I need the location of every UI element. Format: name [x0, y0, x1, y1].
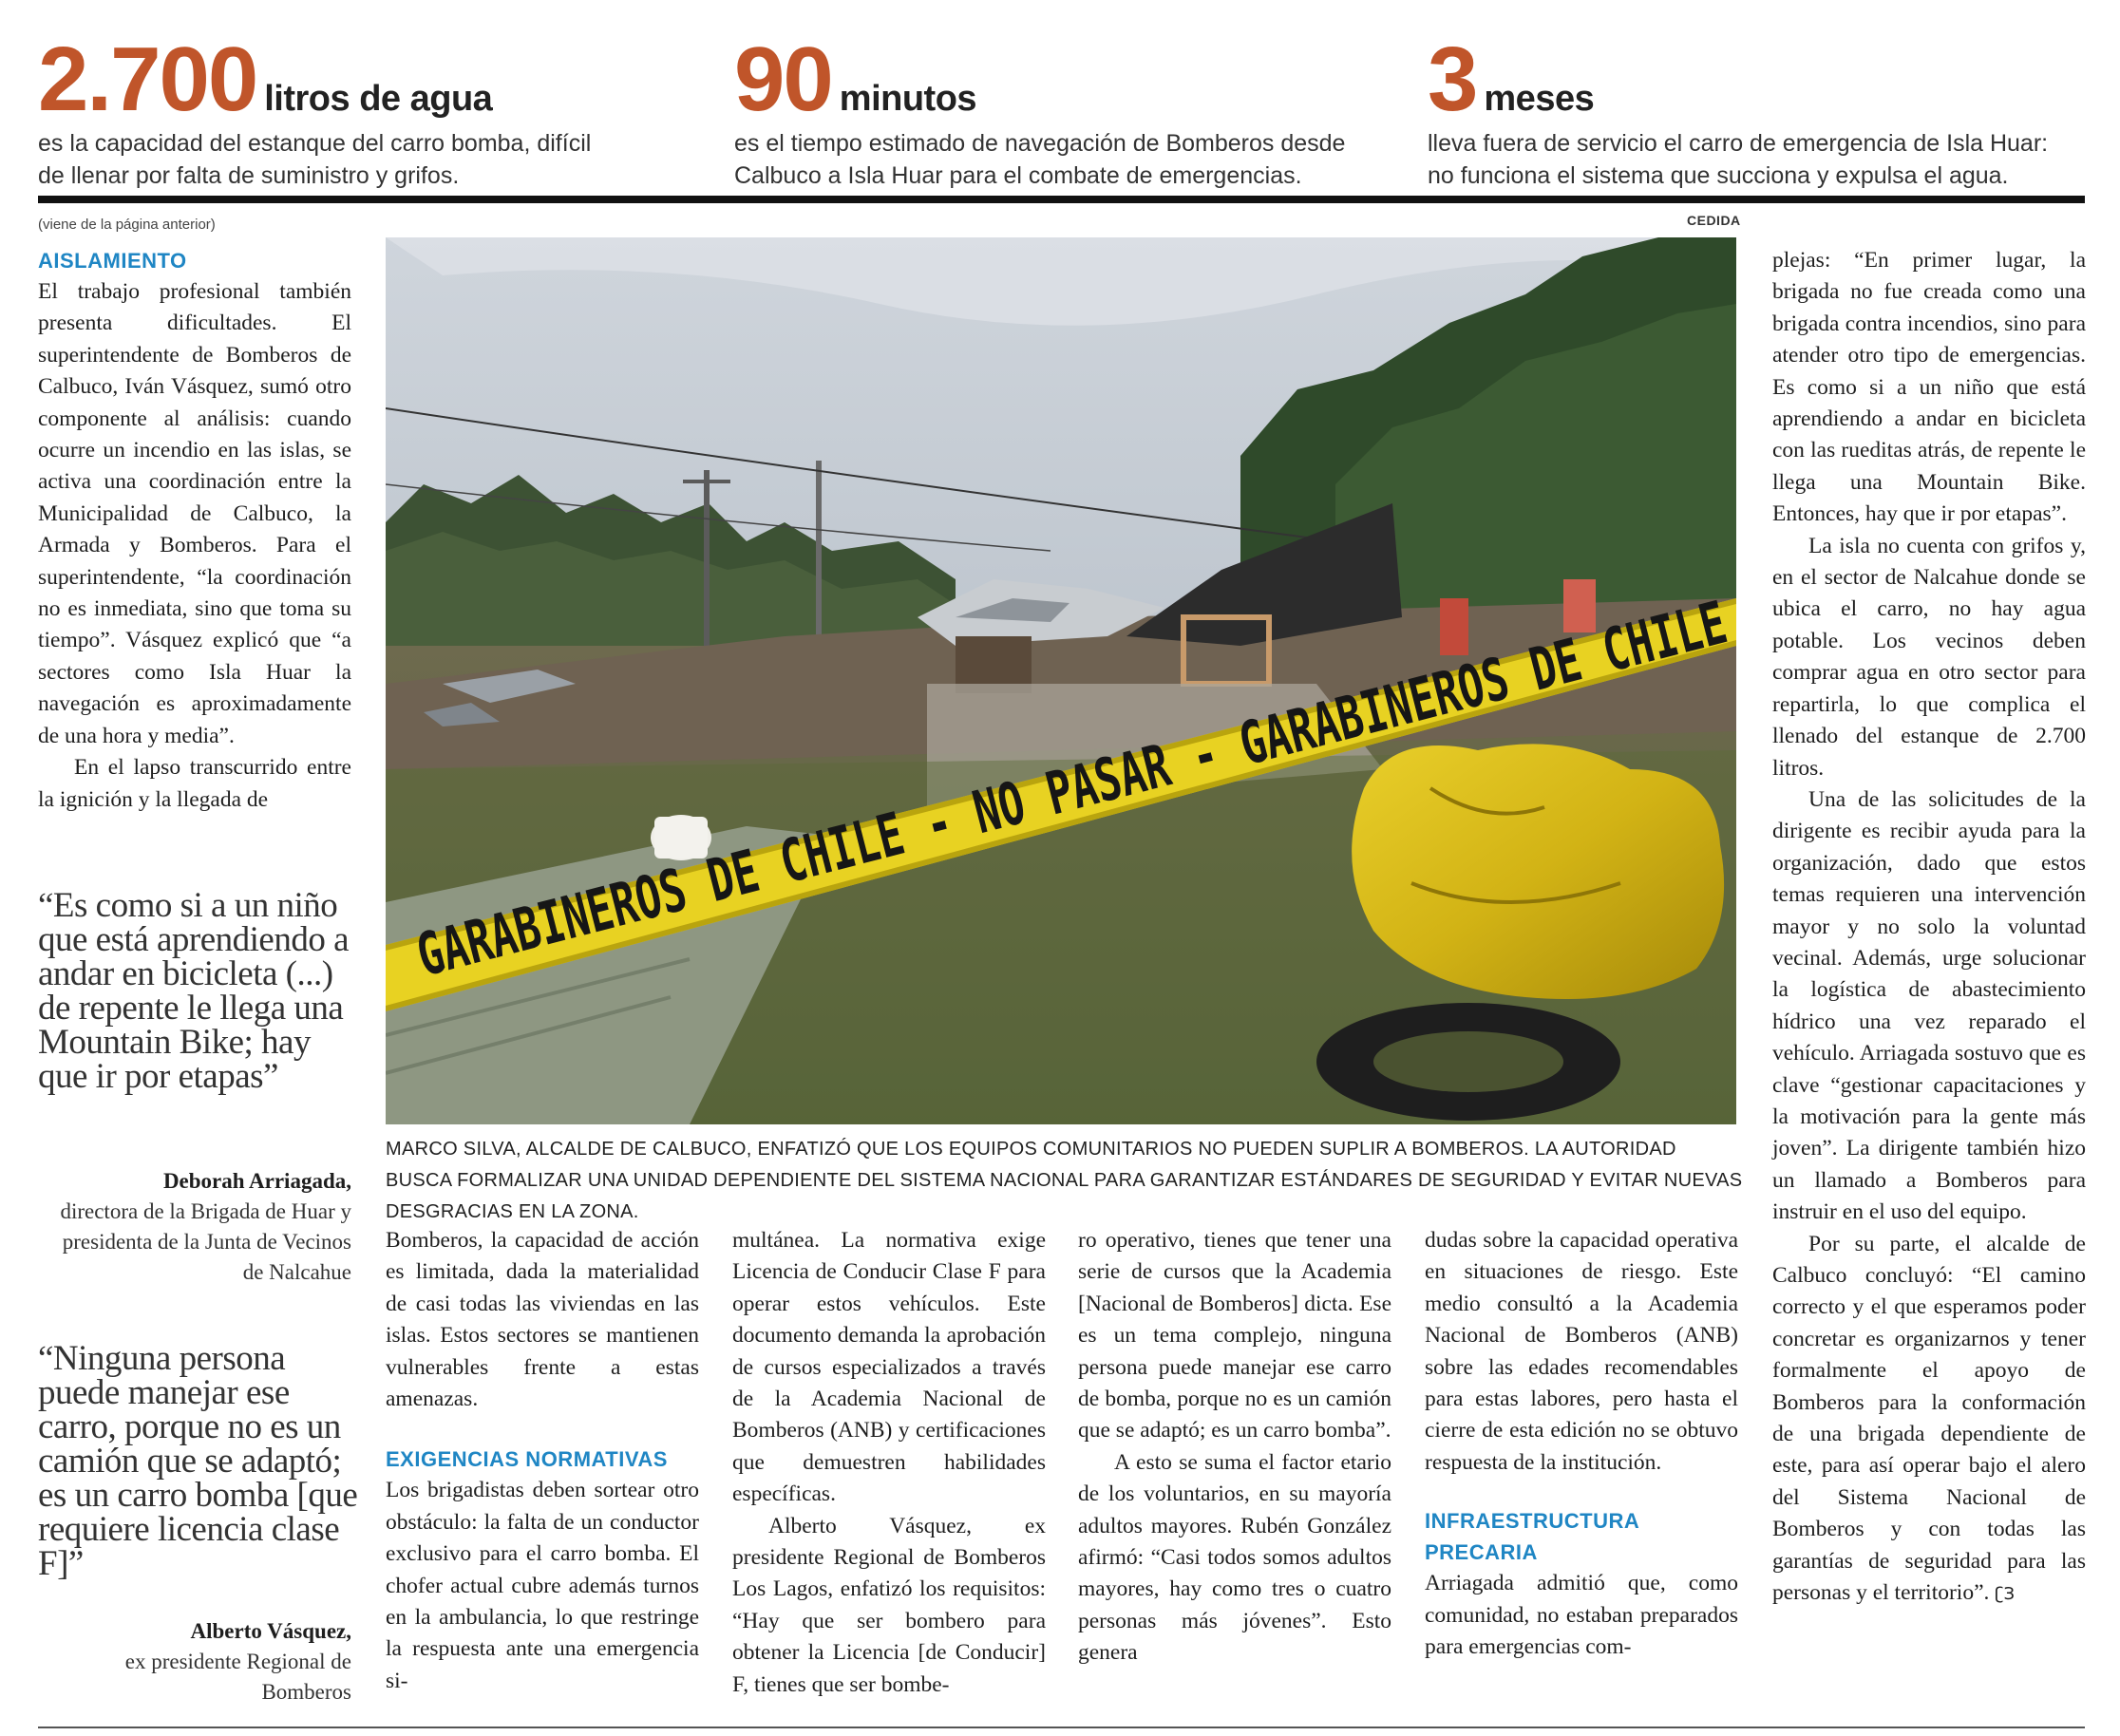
section-kicker-infraestructura — [1425, 1505, 1738, 1568]
stat-minutes-desc — [734, 127, 1380, 192]
stat-liters-desc-line1: es la capacidad del estanque del carro bomba, difícil — [38, 130, 592, 157]
stat-months-desc — [1428, 127, 2092, 192]
paragraph-text: Por su parte, el alcalde de Calbuco concluyó: “El camino correcto y el que esperamos poder concretar es organizarnos y tener formalmente el apoyo de Bomberos para la conformación de una brigada dependiente de este, para así operar bajo el alero del Sistema Nacional de Bomberos y con todas las garantías de seguridad para las personas y el territorio”. — [1772, 1231, 2086, 1606]
section-kicker-exigencias: EXIGENCIAS NORMATIVAS — [386, 1447, 668, 1472]
article-column-6 — [1772, 245, 2086, 1610]
paragraph: dudas sobre la capacidad operativa en situaciones de riesgo. Este medio consultó a la Academia Nacional de Bomberos (ANB) sobre las edades recomendables para estas labores, pero hasta el cierre de esta edición no se obtuvo respuesta de la institución. — [1425, 1228, 1738, 1475]
stat-months — [1428, 28, 2092, 192]
article-column-2 — [386, 1225, 699, 1697]
stat-liters-desc — [38, 127, 665, 192]
paragraph: En el lapso transcurrido entre la ignición y la llegada de — [38, 755, 351, 812]
photo-credit: CEDIDA — [1687, 213, 1741, 228]
paragraph: A esto se suma el factor etario de los voluntarios, en su mayoría adultos mayores. Rubén González afirmó: “Casi todos somos adultos mayores, hay como tres o cuatro personas más jóvenes”. Esto genera — [1078, 1449, 1391, 1666]
kicker-line: PRECARIA — [1425, 1540, 1538, 1565]
article-column-1 — [38, 245, 351, 816]
quote-attribution-arriagada — [38, 1166, 351, 1288]
paragraph: Arriagada admitió que, como comunidad, no estaban preparados para emergencias com- — [1425, 1571, 1738, 1660]
paragraph: Alberto Vásquez, ex presidente Regional de Bomberos Los Lagos, enfatizó los requisitos: “Hay que ser bombero para obtener la Licencia [de Conducir] F, tienes que ser bombe- — [732, 1513, 1046, 1697]
article-column-4 — [1078, 1225, 1391, 1670]
attribution-name: Deborah Arriagada, — [162, 1169, 351, 1193]
article-column-5 — [1425, 1225, 1738, 1663]
paragraph: La isla no cuenta con grifos y, en el sector de Nalcahue donde se ubica el carro, no hay agua potable. Los vecinos deben comprar agua en otro sector para repartirla, lo que complica el llenado del estanque de 2.700 litros. — [1772, 533, 2086, 781]
article-photo — [386, 237, 1736, 1124]
paragraph: multánea. La normativa exige Licencia de Conducir Clase F para operar estos vehículos. Este documento demanda la aprobación de cursos especializados a través de la Academia Nacional de Bomberos (ANB) y certificaciones que demuestren habilidades específicas. — [732, 1228, 1046, 1507]
photo-caption: MARCO SILVA, ALCALDE DE CALBUCO, ENFATIZÓ QUE LOS EQUIPOS COMUNITARIOS NO PUEDEN SUPLIR A BOMBEROS. LA AUTORIDAD BUSCA FORMALIZAR UNA UNIDAD DEPENDIENTE DEL SISTEMA NACIONAL PARA GARANTIZAR ESTÁNDARES DE SEGURIDAD Y EVITAR NUEVAS DESGRACIAS EN LA ZONA. — [386, 1139, 1743, 1222]
attribution-role: directora de la Brigada de Huar y presidenta de la Junta de Vecinos de Nalcahue — [60, 1199, 351, 1284]
attribution-role: ex presidente Regional de Bomberos — [124, 1650, 351, 1704]
paragraph: El trabajo profesional también presenta dificultades. El superintendente de Bomberos de Calbuco, Iván Vásquez, sumó otro componente al análisis: cuando ocurre un incendio en las islas, se activa una coordinación entre la Municipalidad de Calbuco, la Armada y Bomberos. Para el superintendente, “la coordinación no es inmediata, sino que toma su tiempo”. Vásquez explicó que “a sectores como Isla Huar la navegación es aproximadamente de una hora y media”. — [38, 279, 351, 748]
bottom-rule — [38, 1727, 2085, 1728]
article-column-3 — [732, 1225, 1046, 1701]
top-rule — [38, 196, 2085, 203]
stat-months-desc-line1: lleva fuera de servicio el carro de emergencia de Isla Huar: — [1428, 130, 2049, 157]
stat-minutes-unit: minutos — [839, 79, 977, 119]
kicker-line: INFRAESTRUCTURA — [1425, 1509, 1640, 1534]
pull-quote-arriagada: “Es como si a un niño que está aprendiendo a andar en bicicleta (...) de repente le llega una Mountain Bike; hay que ir por etapas” — [38, 886, 349, 1096]
stat-liters-unit: litros de agua — [264, 79, 493, 119]
quote-attribution-vasquez — [38, 1616, 351, 1708]
pull-quote-vasquez: “Ninguna persona puede manejar ese carro, porque no es un camión que se adaptó; es un carro bomba [que requiere licencia clase F]” — [38, 1339, 358, 1583]
stat-liters — [38, 28, 665, 192]
fire-scene-illustration — [386, 237, 1736, 1124]
paragraph: Bomberos, la capacidad de acción es limitada, dada la materialidad de casi todas las viviendas en las islas. Estos sectores se mantienen vulnerables frente a estas amenazas. — [386, 1228, 699, 1412]
paragraph: Una de las solicitudes de la dirigente es recibir ayuda para la organización, dado que estos temas requieren una intervención mayor y no solo la voluntad vecinal. Además, urge solucionar la logística de abastecimiento hídrico una vez reparado el vehículo. Arriagada sostuvo que es clave “gestionar capacitaciones y la motivación para la gente más joven”. La dirigente también hizo un llamado a Bomberos para instruir en el uso del equipo. — [1772, 786, 2086, 1225]
attribution-name: Alberto Vásquez, — [190, 1619, 351, 1643]
stat-minutes-number: 90 — [734, 28, 832, 130]
stat-liters-number: 2.700 — [38, 28, 257, 130]
paragraph: plejas: “En primer lugar, la brigada no fue creada como una brigada contra incendios, sino para atender otro tipo de emergencias. Es como si a un niño que está aprendiendo a andar en bicicleta con las rueditas atrás, de repente le llega una Mountain Bike. Entonces, hay que ir por etapas”. — [1772, 248, 2086, 527]
stat-minutes-desc-line2: Calbuco a Isla Huar para el combate de emergencias. — [734, 162, 1302, 189]
stat-months-desc-line2: no funciona el sistema que succiona y expulsa el agua. — [1428, 162, 2009, 189]
stat-minutes — [734, 28, 1380, 192]
paragraph: Los brigadistas deben sortear otro obstáculo: la falta de un conductor exclusivo para el carro bomba. El chofer actual cubre además turnos en la ambulancia, lo que restringe la respuesta ante una emergencia si- — [386, 1478, 699, 1693]
stat-minutes-desc-line1: es el tiempo estimado de navegación de Bomberos desde — [734, 130, 1346, 157]
paragraph: ro operativo, tienes que tener una serie de cursos que la Academia [Nacional de Bomberos] dicta. Ese es un tema complejo, ninguna persona puede manejar ese carro de bomba, porque no es un camión que se adaptó; es un carro bomba”. — [1078, 1228, 1391, 1444]
stat-months-unit: meses — [1484, 79, 1595, 119]
paragraph — [1772, 1229, 2086, 1611]
end-mark-icon: ʗЗ — [1995, 1584, 2015, 1605]
stat-liters-desc-line2: de llenar por falta de suministro y grifos. — [38, 162, 460, 189]
section-kicker-aislamiento: AISLAMIENTO — [38, 249, 187, 273]
stat-months-number: 3 — [1428, 28, 1477, 130]
continued-note: (viene de la página anterior) — [38, 217, 216, 233]
